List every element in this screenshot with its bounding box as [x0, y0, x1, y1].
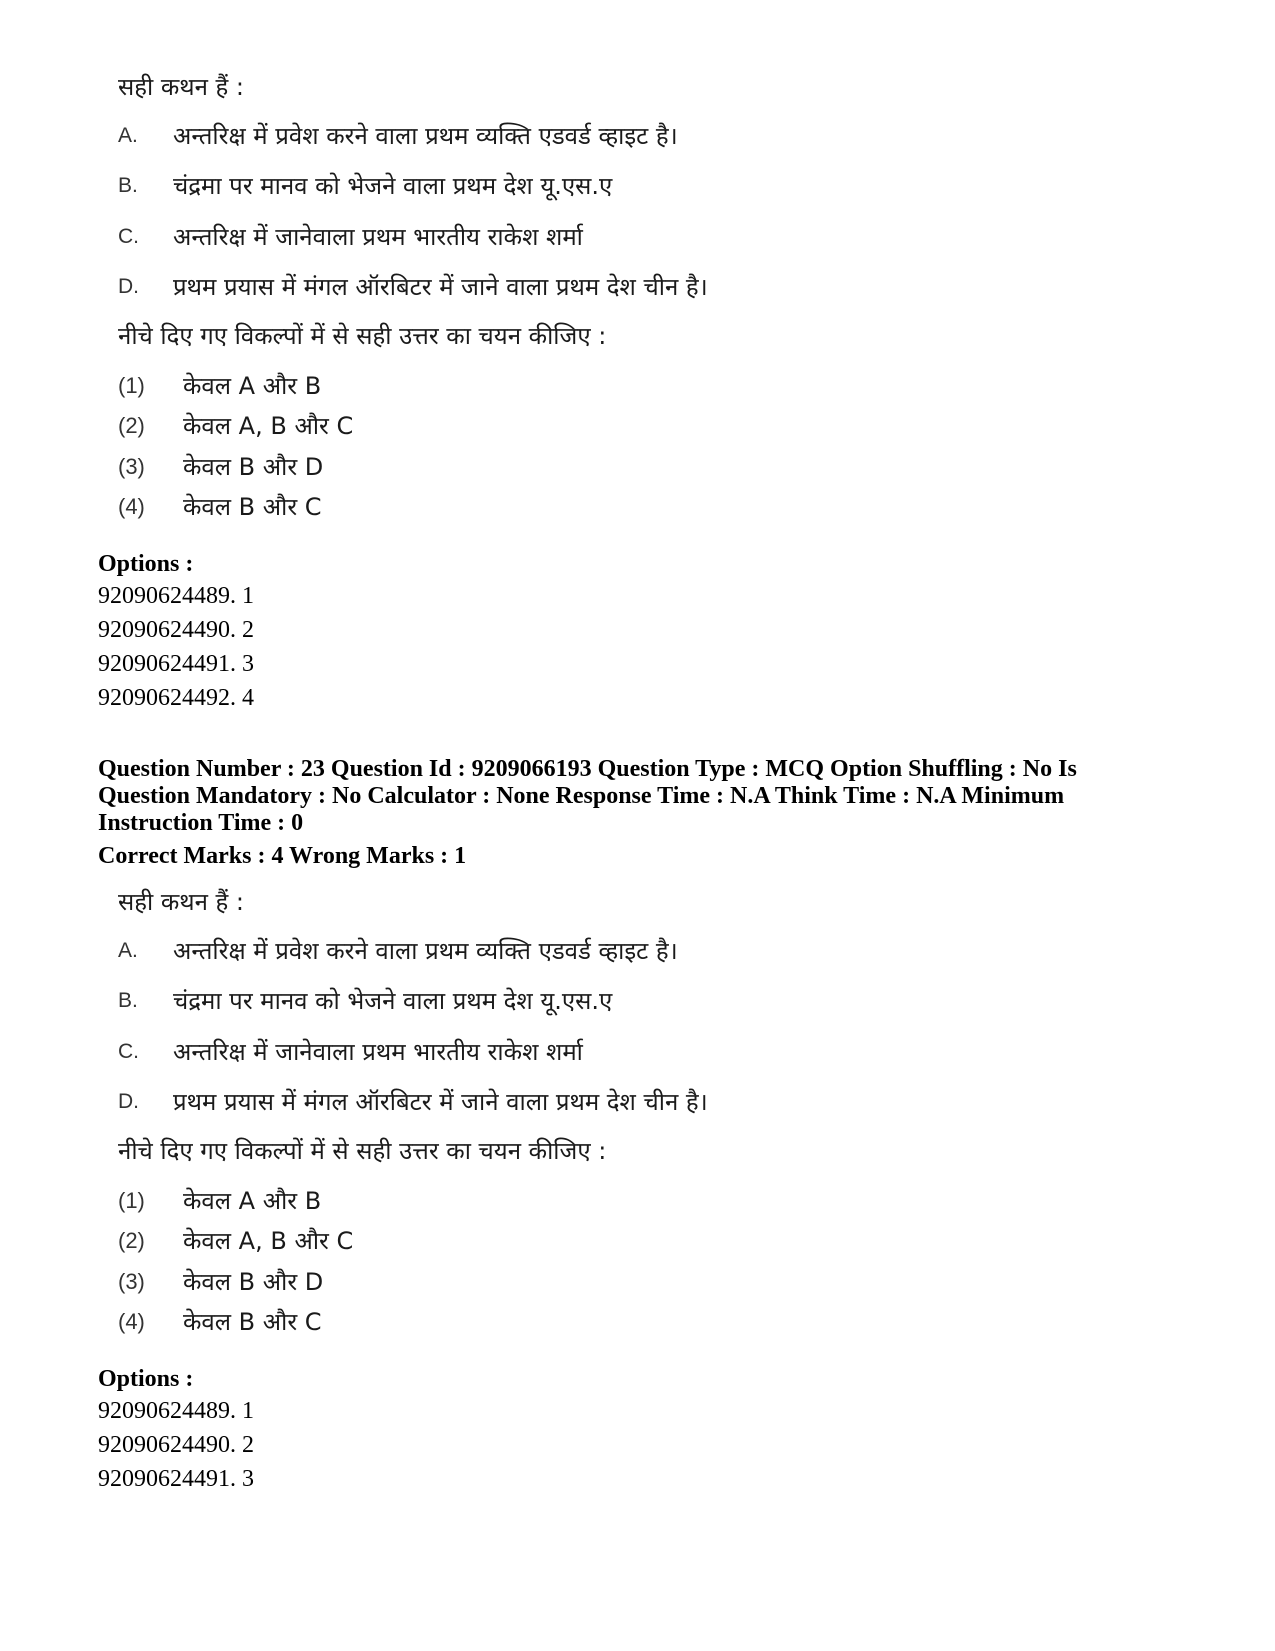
options-heading: Options :	[98, 1366, 194, 1392]
question-marks: Correct Marks : 4 Wrong Marks : 1	[98, 843, 467, 869]
statement-text: प्रथम प्रयास में मंगल ऑरबिटर में जाने वाला प्रथम देश चीन है।	[173, 1088, 708, 1116]
option-row: 92090624491. 3	[98, 1466, 254, 1492]
option-row: 92090624490. 2	[98, 1432, 254, 1458]
answer-label: (4)	[118, 1309, 145, 1334]
option-row: 92090624492. 4	[98, 685, 254, 711]
statement-text: चंद्रमा पर मानव को भेजने वाला प्रथम देश यू.एस.ए	[173, 987, 613, 1015]
answer-prompt: नीचे दिए गए विकल्पों में से सही उत्तर का चयन कीजिए :	[118, 1137, 607, 1165]
options-heading: Options :	[98, 551, 194, 577]
statement-label: C.	[118, 1040, 139, 1063]
answer-label: (1)	[118, 1188, 145, 1213]
option-row: 92090624489. 1	[98, 583, 254, 609]
question-meta-line-2: Question Mandatory : No Calculator : None Response Time : N.A Think Time : N.A Minimum	[98, 783, 1065, 809]
statement-label: D.	[118, 1090, 139, 1113]
statement-label: C.	[118, 225, 139, 248]
statement-text: अन्तरिक्ष में प्रवेश करने वाला प्रथम व्यक्ति एडवर्ड व्हाइट है।	[173, 937, 678, 965]
statement-text: अन्तरिक्ष में प्रवेश करने वाला प्रथम व्यक्ति एडवर्ड व्हाइट है।	[173, 122, 678, 150]
statement-label: B.	[118, 989, 138, 1012]
answer-label: (4)	[118, 494, 145, 519]
statement-label: D.	[118, 275, 139, 298]
question-meta-line-3: Instruction Time : 0	[98, 810, 304, 836]
option-row: 92090624490. 2	[98, 617, 254, 643]
statement-text: चंद्रमा पर मानव को भेजने वाला प्रथम देश यू.एस.ए	[173, 172, 613, 200]
statement-intro: सही कथन हैं :	[118, 73, 244, 101]
statement-text: प्रथम प्रयास में मंगल ऑरबिटर में जाने वाला प्रथम देश चीन है।	[173, 273, 708, 301]
answer-text: केवल A और B	[183, 372, 322, 400]
answer-text: केवल B और C	[183, 493, 322, 521]
answer-label: (3)	[118, 1269, 145, 1294]
statement-text: अन्तरिक्ष में जानेवाला प्रथम भारतीय राकेश शर्मा	[173, 1038, 583, 1066]
answer-text: केवल B और D	[183, 1268, 324, 1296]
question-meta-line-1: Question Number : 23 Question Id : 9209066193 Question Type : MCQ Option Shuffling : No Is	[98, 756, 1077, 782]
statement-label: B.	[118, 174, 138, 197]
statement-label: A.	[118, 124, 138, 147]
answer-text: केवल A और B	[183, 1187, 322, 1215]
statement-label: A.	[118, 939, 138, 962]
statement-intro: सही कथन हैं :	[118, 888, 244, 916]
answer-text: केवल A, B और C	[183, 1227, 354, 1255]
answer-label: (1)	[118, 373, 145, 398]
answer-label: (3)	[118, 454, 145, 479]
answer-text: केवल B और C	[183, 1308, 322, 1336]
answer-text: केवल B और D	[183, 453, 324, 481]
answer-prompt: नीचे दिए गए विकल्पों में से सही उत्तर का चयन कीजिए :	[118, 322, 607, 350]
answer-label: (2)	[118, 1228, 145, 1253]
option-row: 92090624491. 3	[98, 651, 254, 677]
answer-text: केवल A, B और C	[183, 412, 354, 440]
answer-label: (2)	[118, 413, 145, 438]
statement-text: अन्तरिक्ष में जानेवाला प्रथम भारतीय राकेश शर्मा	[173, 223, 583, 251]
option-row: 92090624489. 1	[98, 1398, 254, 1424]
